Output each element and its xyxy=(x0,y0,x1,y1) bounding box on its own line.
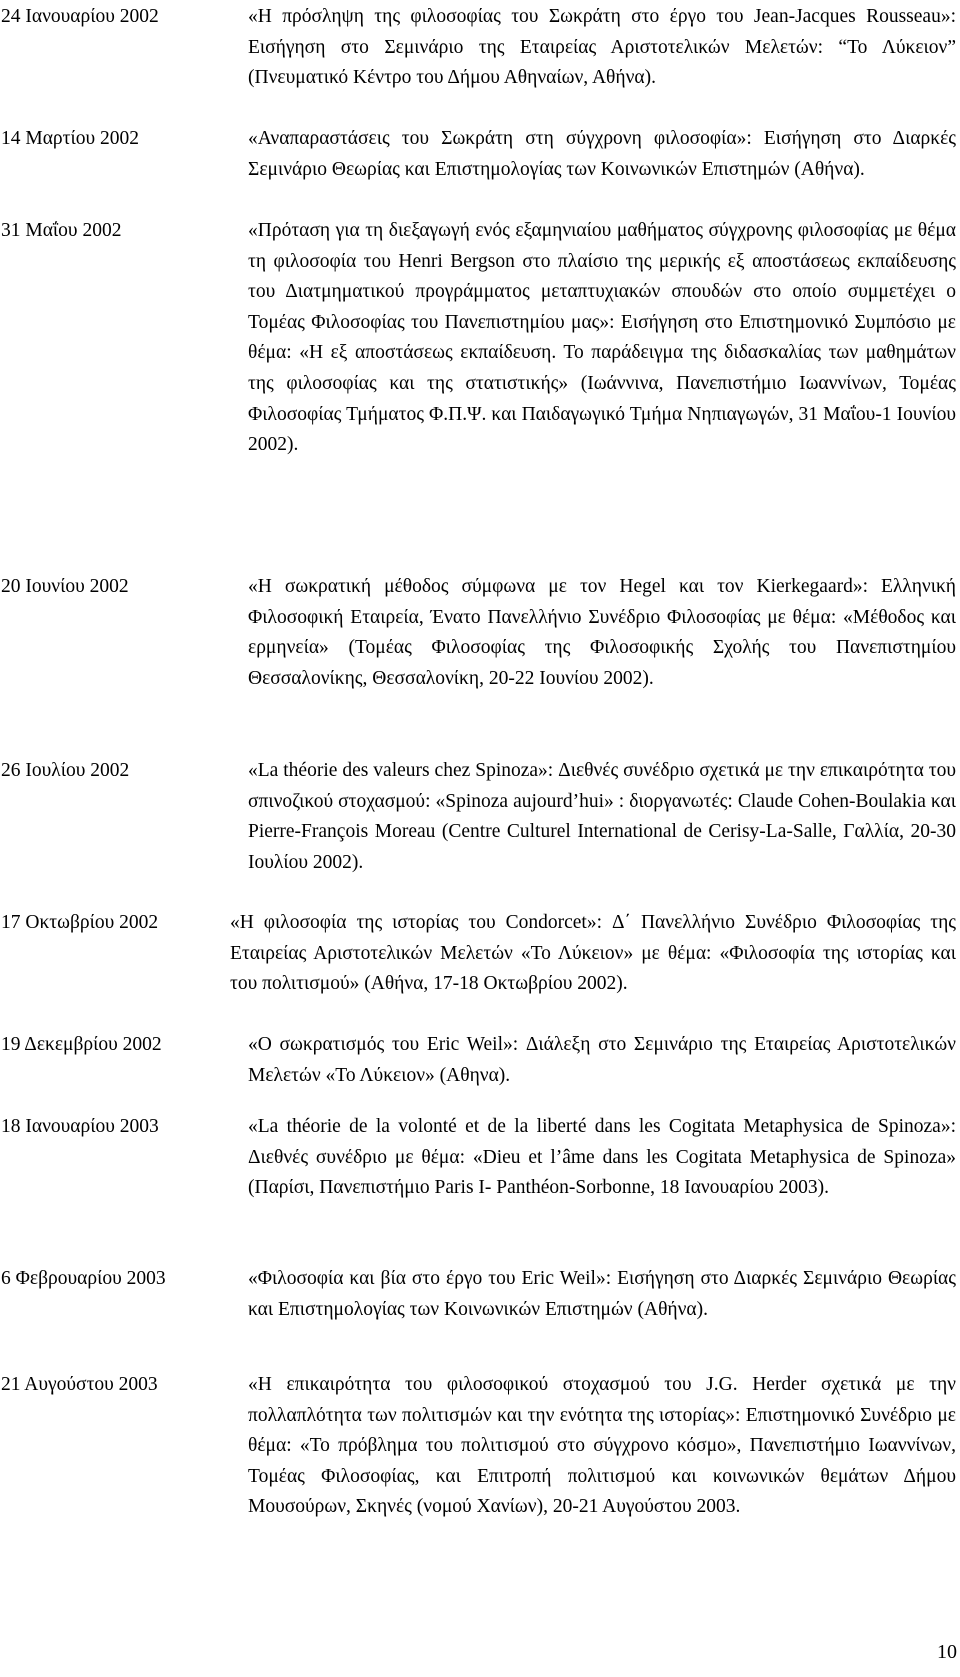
entry-description: «La théorie des valeurs chez Spinoza»: Διεθνές συνέδριο σχετικά με την επικαιρότητα του σπινοζικού στοχασμού: «Spinoza aujourd’hui» : διοργανωτές: Claude Cohen-Boulakia και Pierre-François Moreau (Centre Culturel International de Cerisy-La-Salle, Γαλλία, 20-30 Ιουλίου 2002). xyxy=(248,760,956,873)
entry-date: 31 Μαΐου 2002 xyxy=(1,220,122,241)
entry-description: «Η επικαιρότητα του φιλοσοφικού στοχασμού του J.G. Herder σχετικά με την πολλαπλότητα των πολιτισμών και την ενότητα της ιστορίας»: Επιστημονικό Συνέδριο με θέμα: «Το πρόβλημα του πολιτισμού στο σύγχρονο κόσμο», Πανεπιστήμιο Ιωαννίνων, Τομέας Φιλοσοφίας, και Επιτροπή πολιτισμού και κοινωνικών θεμάτων Δήμου Μουσούρων, Σκηνές (νομού Χανίων), 20-21 Αυγούστου 2003. xyxy=(248,1374,956,1518)
entry-date: 18 Ιανουαρίου 2003 xyxy=(1,1116,159,1137)
entry-description: «Αναπαραστάσεις του Σωκράτη στη σύγχρονη φιλοσοφία»: Εισήγηση στο Διαρκές Σεμινάριο Θεωρίας και Επιστημολογίας των Κοινωνικών Επιστημών (Αθήνα). xyxy=(248,128,956,180)
entry-description: «Πρόταση για τη διεξαγωγή ενός εξαμηνιαίου μαθήματος σύγχρονης φιλοσοφίας με θέμα τη φιλοσοφία του Henri Bergson στο πλαίσιο της μερικής εξ αποστάσεως εκπαίδευσης του Διατμηματικού προγράμματος μεταπτυχιακών σπουδών στο οποίο συμμετέχει ο Τομέας Φιλοσοφίας του Πανεπιστημίου μας»: Εισήγηση στο Επιστημονικό Συμπόσιο με θέμα: «Η εξ αποστάσεως εκπαίδευση. Το παράδειγμα της διδασκαλίας των μαθημάτων της φιλοσοφίας και της στατιστικής» (Ιωάννινα, Πανεπιστήμιο Ιωαννίνων, Τομέας Φιλοσοφίας Τμήματος Φ.Π.Ψ. και Παιδαγωγικό Τμήμα Νηπιαγωγών, 31 Μαΐου-1 Ιουνίου 2002). xyxy=(248,220,956,456)
entry-date: 21 Αυγούστου 2003 xyxy=(1,1374,158,1395)
entry-date: 19 Δεκεμβρίου 2002 xyxy=(1,1034,162,1055)
entry-date: 17 Οκτωβρίου 2002 xyxy=(1,912,159,933)
entry-description: «Η φιλοσοφία της ιστορίας του Condorcet»: Δ΄ Πανελλήνιο Συνέδριο Φιλοσοφίας της Εταιρείας Αριστοτελικών Μελετών «Το Λύκειον» με θέμα: «Φιλοσοφία της ιστορίας και του πολιτισμού» (Αθήνα, 17-18 Οκτωβρίου 2002). xyxy=(230,912,956,995)
entry-date: 26 Ιουλίου 2002 xyxy=(1,760,130,781)
entry-description: «Φιλοσοφία και βία στο έργο του Eric Weil»: Εισήγηση στο Διαρκές Σεμινάριο Θεωρίας και Επιστημολογίας των Κοινωνικών Επιστημών (Αθήνα). xyxy=(248,1268,956,1320)
entry-description: «La théorie de la volonté et de la liberté dans les Cogitata Metaphysica de Spinoza»: Διεθνές συνέδριο με θέμα: «Dieu et l’âme dans les Cogitata Metaphysica de Spinoza» (Παρίσι, Πανεπιστήμιο Paris I- Panthéon-Sorbonne, 18 Ιανουαρίου 2003). xyxy=(248,1116,956,1199)
entry-description: «Ο σωκρατισμός του Eric Weil»: Διάλεξη στο Σεμινάριο της Εταιρείας Αριστοτελικών Μελετών «Το Λύκειον» (Αθηνα). xyxy=(248,1034,956,1086)
entry-date: 6 Φεβρουαρίου 2003 xyxy=(1,1268,166,1289)
entry-description: «Η σωκρατική μέθοδος σύμφωνα με τον Hegel και τον Kierkegaard»: Ελληνική Φιλοσοφική Εταιρεία, Ένατο Πανελλήνιο Συνέδριο Φιλοσοφίας με θέμα: «Μέθοδος και ερμηνεία» (Τομέας Φιλοσοφίας της Φιλοσοφικής Σχολής του Πανεπιστημίου Θεσσαλονίκης, Θεσσαλονίκη, 20-22 Ιουνίου 2002). xyxy=(248,576,956,689)
page-number: 10 xyxy=(937,1641,957,1663)
entry-date: 24 Ιανουαρίου 2002 xyxy=(1,6,159,27)
entry-date: 14 Μαρτίου 2002 xyxy=(1,128,140,149)
entry-description: «Η πρόσληψη της φιλοσοφίας του Σωκράτη στο έργο του Jean-Jacques Rousseau»: Εισήγηση στο Σεμινάριο της Εταιρείας Αριστοτελικών Μελετών: “Το Λύκειον” (Πνευματικό Κέντρο του Δήμου Αθηναίων, Αθήνα). xyxy=(248,6,956,89)
entry-date: 20 Ιουνίου 2002 xyxy=(1,576,129,597)
